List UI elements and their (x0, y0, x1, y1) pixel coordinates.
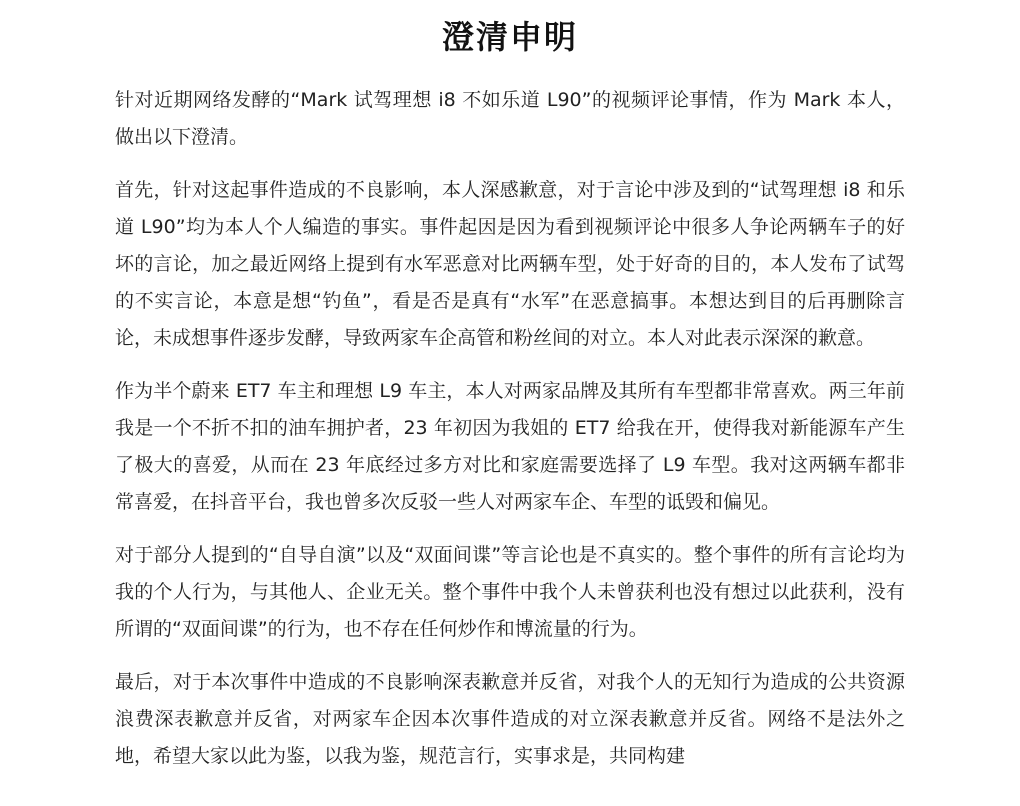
document-title: 澄清申明 (441, 18, 578, 56)
paragraph-rumor-denial: 对于部分人提到的“自导自演”以及“双面间谍”等言论也是不真实的。整个事件的所有言论均为我的个人行为，与其他人、企业无关。整个事件中我个人未曾获利也没有想过以此获利，没有所谓的“双面间谍”的行为，也不存在任何炒作和博流量的行为。 (115, 544, 905, 640)
paragraph-apology: 首先，针对这起事件造成的不良影响，本人深感歉意，对于言论中涉及到的“试驾理想 i8 和乐道 L90”均为本人个人编造的事实。事件起因是因为看到视频评论中很多人争论两辆车子的好坏的言论，加之最近网络上提到有水军恶意对比两辆车型，处于好奇的目的，本人发布了试驾的不实言论，本意是想“钓鱼”，看是否是真有“水军”在恶意搞事。本想达到目的后再删除言论，未成想事件逐步发酵，导致两家车企高管和粉丝间的对立。本人对此表示深深的歉意。 (115, 179, 905, 349)
paragraph-owner-background: 作为半个蔚来 ET7 车主和理想 L9 车主，本人对两家品牌及其所有车型都非常喜欢。两三年前我是一个不折不扣的油车拥护者，23 年初因为我姐的 ET7 给我在开，使得我对新能源车产生了极大的喜爱，从而在 23 年底经过多方对比和家庭需要选择了 L9 车型。我对这两辆车都非常喜爱，在抖音平台，我也曾多次反驳一些人对两家车企、车型的诋毁和偏见。 (115, 380, 905, 513)
document-body (115, 82, 905, 791)
paragraph-intro: 针对近期网络发酵的“Mark 试驾理想 i8 不如乐道 L90”的视频评论事情，作为 Mark 本人，做出以下澄清。 (115, 89, 905, 148)
paragraph-closing: 最后，对于本次事件中造成的不良影响深表歉意并反省，对我个人的无知行为造成的公共资源浪费深表歉意并反省，对两家车企因本次事件造成的对立深表歉意并反省。网络不是法外之地，希望大家以此为鉴，以我为鉴，规范言行，实事求是，共同构建 (115, 671, 905, 767)
